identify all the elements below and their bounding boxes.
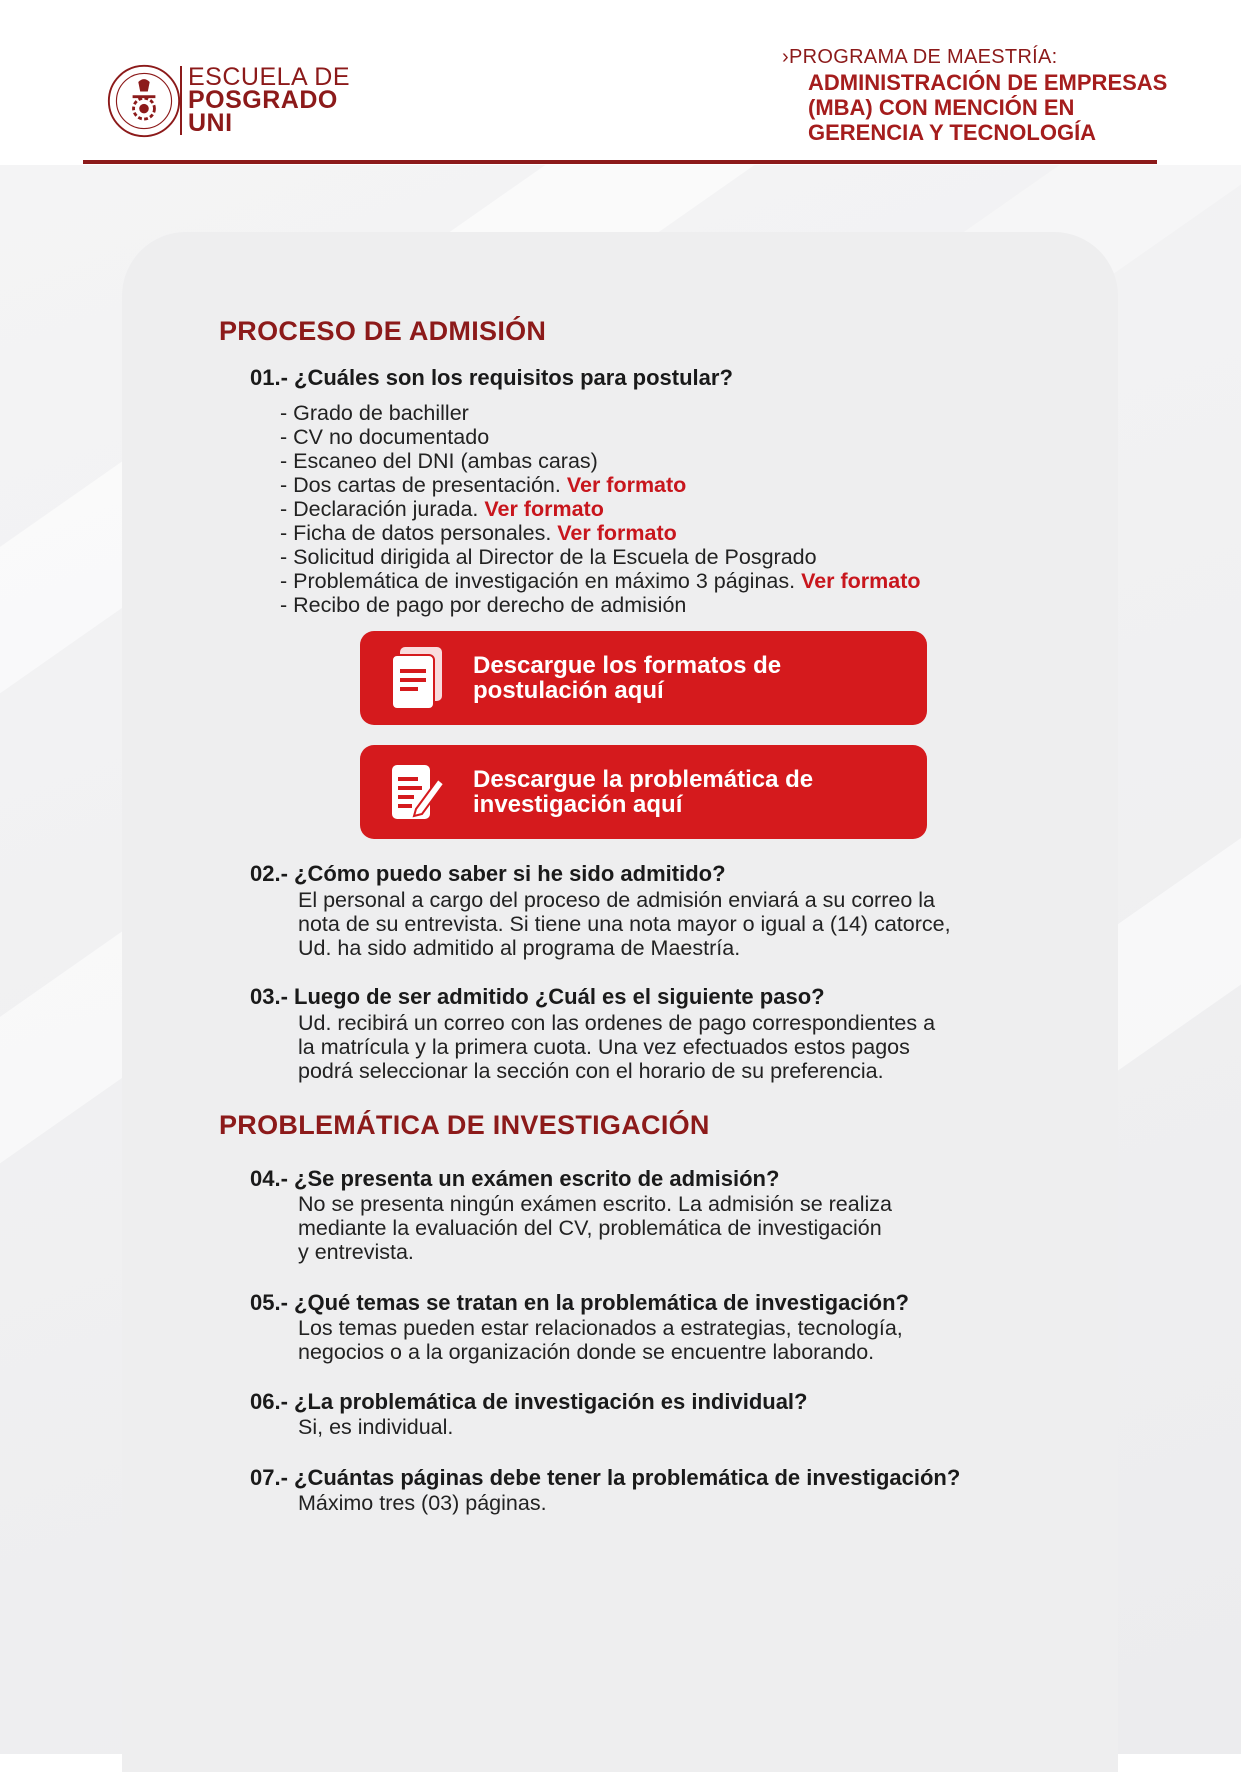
- logo-line-escuela: ESCUELA DE: [188, 63, 351, 91]
- requirement-text: - Dos cartas de presentación.: [280, 473, 561, 497]
- download-formatos-button[interactable]: [360, 631, 927, 725]
- answer-03: [298, 1011, 1078, 1083]
- answer-line: Ud. recibirá un correo con las ordenes de pago correspondientes a: [298, 1011, 936, 1035]
- uni-seal-icon: [106, 62, 182, 140]
- answer-line: El personal a cargo del proceso de admisión enviará a su correo la: [298, 888, 936, 912]
- answer-line: la matrícula y la primera cuota. Una vez efectuados estos pagos: [298, 1035, 910, 1059]
- requirement-item: [280, 401, 921, 425]
- requirement-text: - Problemática de investigación en máximo 3 páginas.: [280, 569, 796, 593]
- answer-line: podrá seleccionar la sección con el horario de su preferencia.: [298, 1059, 884, 1083]
- requirement-item: [280, 521, 921, 545]
- answer-line: y entrevista.: [298, 1240, 414, 1264]
- answer-line: Si, es individual.: [298, 1415, 454, 1439]
- question-07: 07.- ¿Cuántas páginas debe tener la problemática de investigación?: [250, 1465, 961, 1490]
- requirement-item: [280, 473, 921, 497]
- requirement-item: [280, 425, 921, 449]
- answer-07: [298, 1491, 1078, 1515]
- requirement-text: - Ficha de datos personales.: [280, 521, 552, 545]
- ver-formato-link-ficha[interactable]: Ver formato: [557, 521, 677, 545]
- answer-line: nota de su entrevista. Si tiene una nota mayor o igual a (14) catorce,: [298, 912, 951, 936]
- cta-line: Descargue los formatos de: [473, 652, 782, 679]
- answer-04: [298, 1192, 1078, 1264]
- download-formatos-label: [473, 653, 913, 703]
- answer-02: [298, 888, 1078, 960]
- logo-line-posgrado: POSGRADO: [188, 86, 338, 114]
- requirement-text: - CV no documentado: [280, 425, 490, 449]
- requirement-item: [280, 569, 921, 593]
- program-name-line1: ADMINISTRACIÓN DE EMPRESAS: [808, 70, 1168, 95]
- answer-line: mediante la evaluación del CV, problemática de investigación: [298, 1216, 882, 1240]
- section-title-admision: PROCESO DE ADMISIÓN: [219, 316, 547, 346]
- question-05: 05.- ¿Qué temas se tratan en la problemática de investigación?: [250, 1290, 909, 1315]
- logo-line-uni: UNI: [188, 109, 233, 137]
- program-kicker-text: PROGRAMA DE MAESTRÍA:: [788, 46, 1058, 68]
- requirement-text: - Recibo de pago por derecho de admisión: [280, 593, 687, 617]
- ver-formato-link-problematica[interactable]: Ver formato: [801, 569, 921, 593]
- program-name-line3: GERENCIA Y TECNOLOGÍA: [808, 120, 1097, 145]
- section-title-problematica: PROBLEMÁTICA DE INVESTIGACIÓN: [219, 1110, 710, 1140]
- header-divider: [83, 160, 1157, 164]
- requirement-item: [280, 449, 921, 473]
- document-edit-icon: [386, 759, 448, 827]
- requirement-text: - Solicitud dirigida al Director de la Escuela de Posgrado: [280, 545, 817, 569]
- program-name-line2: (MBA) CON MENCIÓN EN: [808, 95, 1075, 120]
- download-problematica-button[interactable]: [360, 745, 927, 839]
- answer-06: [298, 1415, 1078, 1439]
- question-03: 03.- Luego de ser admitido ¿Cuál es el siguiente paso?: [250, 984, 825, 1009]
- question-06: 06.- ¿La problemática de investigación es individual?: [250, 1389, 808, 1414]
- cta-line: Descargue la problemática de: [473, 766, 814, 793]
- requirement-text: - Escaneo del DNI (ambas caras): [280, 449, 598, 473]
- answer-05: [298, 1316, 1078, 1364]
- requirements-list: [280, 401, 921, 617]
- program-heading: [782, 46, 1182, 144]
- answer-line: Los temas pueden estar relacionados a estrategias, tecnología,: [298, 1316, 903, 1340]
- question-04: 04.- ¿Se presenta un exámen escrito de admisión?: [250, 1166, 780, 1191]
- school-logo: [180, 63, 351, 137]
- requirement-item: [280, 593, 921, 617]
- answer-line: Ud. ha sido admitido al programa de Maestría.: [298, 936, 741, 960]
- cta-line: postulación aquí: [473, 677, 664, 704]
- page-header: [0, 0, 1241, 165]
- ver-formato-link-declaracion[interactable]: Ver formato: [484, 497, 604, 521]
- requirement-text: - Declaración jurada.: [280, 497, 479, 521]
- documents-icon: [386, 645, 448, 713]
- download-problematica-label: [473, 767, 913, 817]
- cta-line: investigación aquí: [473, 791, 683, 818]
- answer-line: negocios o a la organización donde se encuentre laborando.: [298, 1340, 875, 1364]
- program-kicker: [782, 46, 1182, 69]
- question-02: 02.- ¿Cómo puedo saber si he sido admitido?: [250, 861, 726, 886]
- answer-line: No se presenta ningún exámen escrito. La admisión se realiza: [298, 1192, 892, 1216]
- question-01: 01.- ¿Cuáles son los requisitos para postular?: [250, 365, 733, 390]
- requirement-item: [280, 545, 921, 569]
- chevron-right-icon: ›: [782, 46, 789, 68]
- answer-line: Máximo tres (03) páginas.: [298, 1491, 547, 1515]
- requirement-text: - Grado de bachiller: [280, 401, 469, 425]
- ver-formato-link-cartas[interactable]: Ver formato: [566, 473, 687, 497]
- requirement-item: [280, 497, 921, 521]
